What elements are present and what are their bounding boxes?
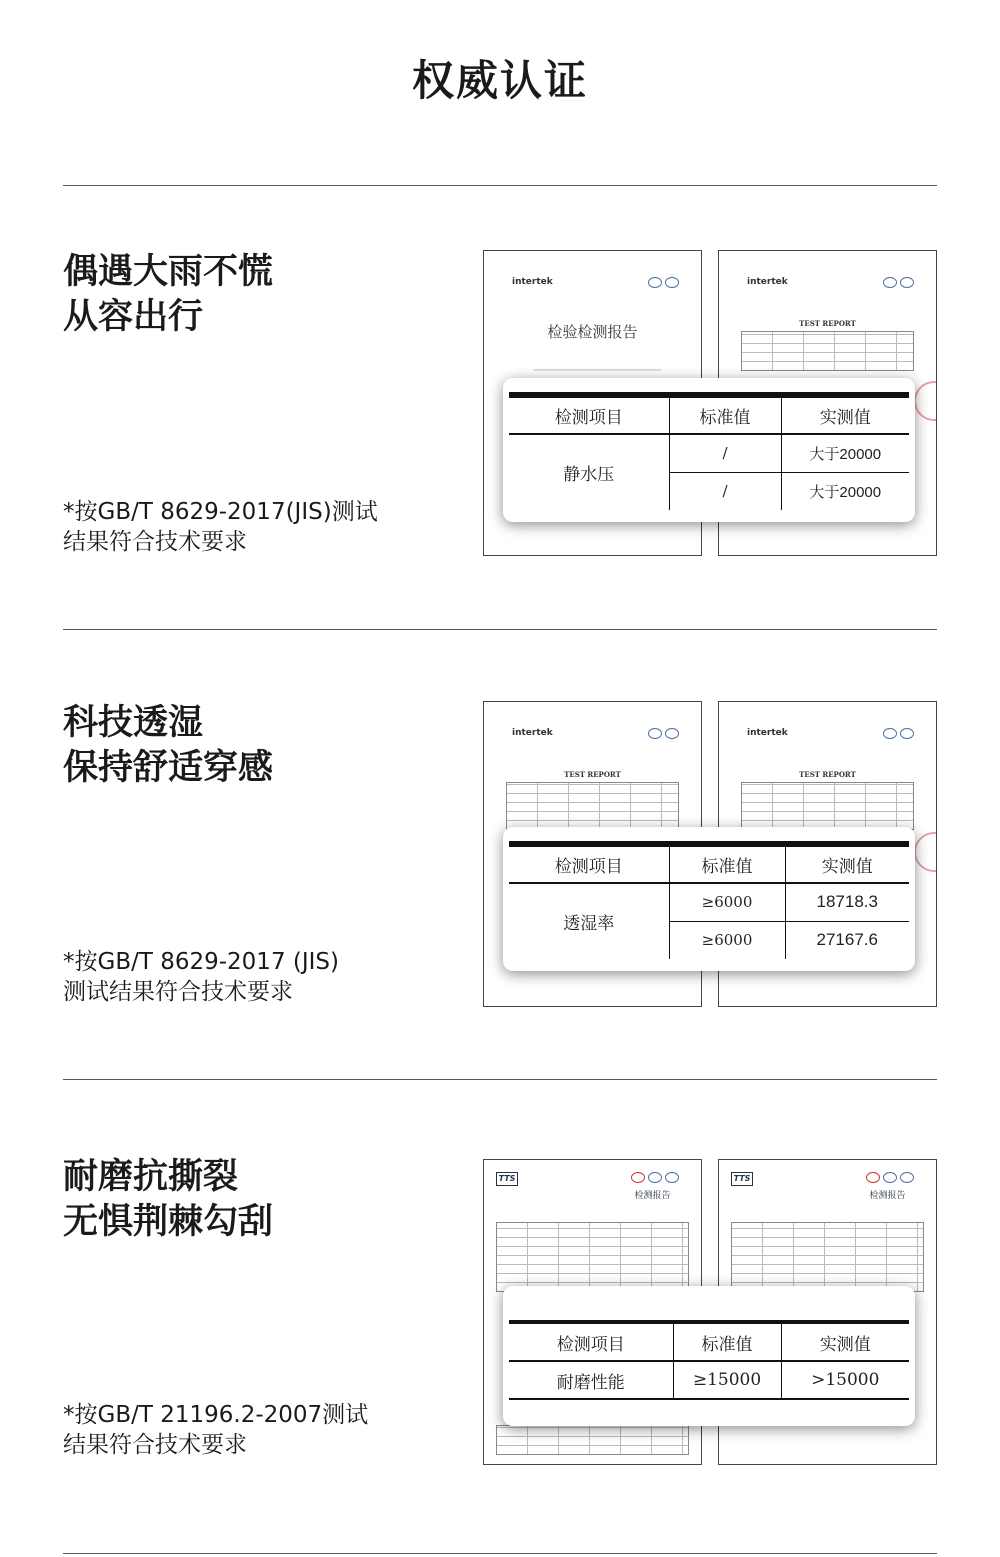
result-value: 大于20000 [781,434,909,472]
result-value: 27167.6 [785,921,909,959]
seal-stamp [914,381,937,421]
report-heading: TEST REPORT [799,770,856,779]
intertek-logo: intertek [512,277,553,287]
divider [63,1079,937,1080]
tts-logo: TTS [496,1172,518,1186]
report-table-preview [506,782,679,830]
test-result-table [503,827,915,971]
headline-line-2: 从容出行 [63,297,204,337]
standard-value: / [669,472,781,510]
report-heading: 检测报告 [634,1191,671,1201]
cert-logos [883,277,914,288]
item-name: 透湿率 [563,914,615,934]
note-line-2: 结果符合技术要求 [63,529,247,555]
divider [63,629,937,630]
standard-value: ≥6000 [669,883,785,921]
note-line-1: *按GB/T 8629-2017(JIS)测试 [63,499,378,525]
note-line-1: *按GB/T 21196.2-2007测试 [63,1402,369,1428]
page-title: 权威认证 [411,56,588,105]
item-name: 耐磨性能 [509,1361,673,1399]
item-name: 静水压 [563,465,615,485]
header-item: 检测项目 [509,844,669,883]
cert-logos [631,1172,679,1183]
report-heading: 检验检测报告 [547,323,638,341]
intertek-logo: intertek [747,728,788,738]
header-standard: 标准值 [669,844,785,883]
report-table-preview [731,1222,924,1292]
standard-value: ≥15000 [673,1361,781,1399]
headline-line-1: 偶遇大雨不慌 [63,252,274,292]
report-table-preview [741,782,914,830]
intertek-logo: intertek [747,277,788,287]
section-waterproof [0,250,1000,556]
test-result-table [503,378,915,522]
header-result: 实测值 [781,1322,909,1361]
intertek-logo: intertek [512,728,553,738]
report-table-preview [741,331,914,371]
section-abrasion [0,1155,1000,1461]
cert-logos [648,728,679,739]
header-standard: 标准值 [673,1322,781,1361]
report-heading: TEST REPORT [564,770,621,779]
note-line-2: 测试结果符合技术要求 [63,979,293,1005]
report-heading: 检测报告 [869,1191,906,1201]
report-table-preview [496,1222,689,1292]
header-item: 检测项目 [509,1322,673,1361]
result-value: 大于20000 [781,472,909,510]
divider [63,185,937,186]
section-headline [63,701,273,791]
result-value: >15000 [781,1361,909,1399]
note-line-2: 结果符合技术要求 [63,1432,247,1458]
standard-value: ≥6000 [669,921,785,959]
section-headline [63,1155,273,1245]
headline-line-2: 无惧荆棘勾刮 [63,1202,274,1242]
report-table-preview [496,1425,689,1455]
test-note [63,1400,368,1460]
test-note [63,497,378,557]
header-result: 实测值 [785,844,909,883]
result-value: 18718.3 [785,883,909,921]
report-heading: TEST REPORT [799,319,856,328]
headline-line-1: 耐磨抗撕裂 [63,1157,239,1197]
seal-stamp [914,832,937,872]
standard-value: / [669,434,781,472]
cert-logos [648,277,679,288]
header-item: 检测项目 [509,395,669,434]
headline-line-2: 保持舒适穿感 [63,748,274,788]
header-standard: 标准值 [669,395,781,434]
test-result-table [503,1286,915,1426]
section-breathable [0,701,1000,1007]
headline-line-1: 科技透湿 [63,703,204,743]
header-result: 实测值 [781,395,909,434]
cert-logos [866,1172,914,1183]
tts-logo: TTS [731,1172,753,1186]
divider [63,1553,937,1554]
test-note [63,947,339,1007]
section-headline [63,250,273,340]
cert-logos [883,728,914,739]
note-line-1: *按GB/T 8629-2017 (JIS) [63,949,339,975]
